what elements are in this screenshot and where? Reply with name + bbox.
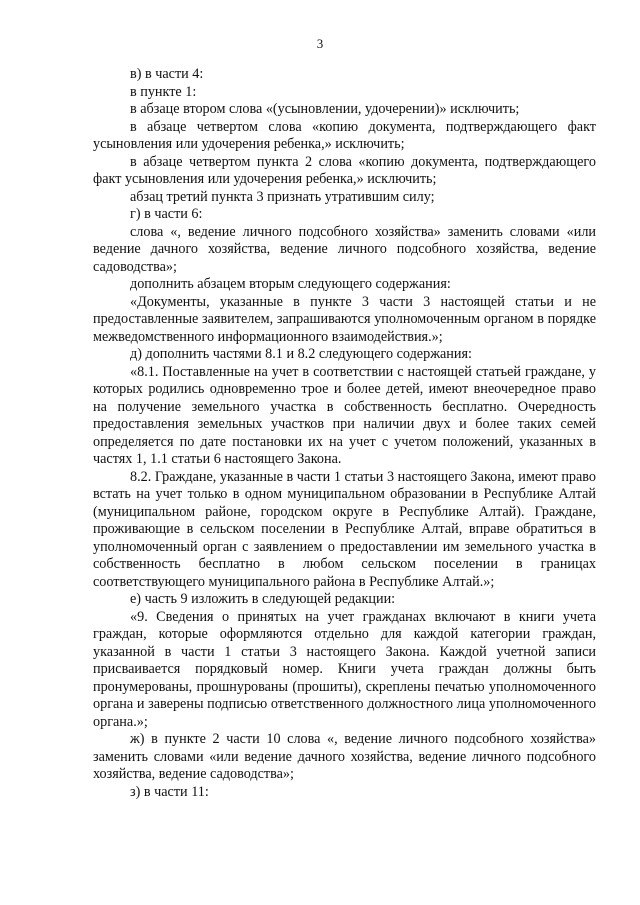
paragraph: «9. Сведения о принятых на учет гражданах включают в книги учета граждан, которые оформляются отдельно для каждой категории граждан, указанной в части 1 статьи 3 настоящего Закона. Каждой учетной записи присваивается порядковый номер. Книги учета граждан должны быть пронумерованы, прошнурованы (прошиты), скреплены печатью уполномоченного органа и заверены подписью ответственного должностного лица уполномоченного органа.»; bbox=[93, 608, 596, 730]
paragraph: д) дополнить частями 8.1 и 8.2 следующего содержания: bbox=[130, 346, 472, 362]
paragraph: «8.1. Поставленные на учет в соответствии с настоящей статьей граждане, у которых родились одновременно трое и более детей, имеют внеочередное право на получение земельного участка в собственность бесплатно. Очередность предоставления земельных участков при наличии двух и более таких семей определяется по дате постановки их на учет с учетом положений, указанных в частях 1, 1.1 статьи 6 настоящего Закона. bbox=[93, 363, 596, 467]
paragraph: з) в части 11: bbox=[130, 783, 209, 800]
paragraph: в абзаце втором слова «(усыновлении, удочерении)» исключить; bbox=[130, 101, 520, 117]
paragraph: г) в части 6: bbox=[130, 206, 203, 222]
paragraph: в абзаце четвертом пункта 2 слова «копию документа, подтверждающего факт усыновления или удочерения ребенка,» исключить; bbox=[93, 153, 596, 187]
paragraph: ж) в пункте 2 части 10 слова «, ведение личного подсобного хозяйства» заменить словами «или ведение дачного хозяйства, ведение личного подсобного хозяйства, ведение садоводства»; bbox=[93, 731, 596, 782]
paragraph: «Документы, указанные в пункте 3 части 3 настоящей статьи и не предоставленные заявителем, запрашиваются уполномоченным органом в порядке межведомственного информационного взаимодействия.»; bbox=[93, 293, 596, 345]
document-body bbox=[93, 66, 596, 801]
paragraph: в абзаце четвертом слова «копию документа, подтверждающего факт усыновления или удочерения ребенка,» исключить; bbox=[93, 118, 596, 152]
paragraph: 8.2. Граждане, указанные в части 1 статьи 3 настоящего Закона, имеют право встать на учет только в одном муниципальном образовании в Республике Алтай (муниципальном районе, городском округе в Республике Алтай). Граждане, проживающие в сельском поселении в Республике Алтай, вправе обратиться в уполномоченный орган с заявлением о предоставлении им земельного участка в собственность бесплатно в любом сельском поселении в границах соответствующего муниципального района в Республике Алтай.»; bbox=[93, 468, 596, 590]
paragraph: в пункте 1: bbox=[130, 83, 197, 100]
paragraph: дополнить абзацем вторым следующего содержания: bbox=[130, 276, 451, 292]
paragraph: слова «, ведение личного подсобного хозяйства» заменить словами «или ведение дачного хозяйства, ведение личного подсобного хозяйства, ведение садоводства»; bbox=[93, 223, 596, 275]
paragraph: е) часть 9 изложить в следующей редакции: bbox=[130, 591, 396, 607]
paragraph: абзац третий пункта 3 признать утратившим силу; bbox=[130, 188, 435, 205]
paragraph: в) в части 4: bbox=[130, 66, 204, 82]
page-number: 3 bbox=[316, 36, 324, 51]
